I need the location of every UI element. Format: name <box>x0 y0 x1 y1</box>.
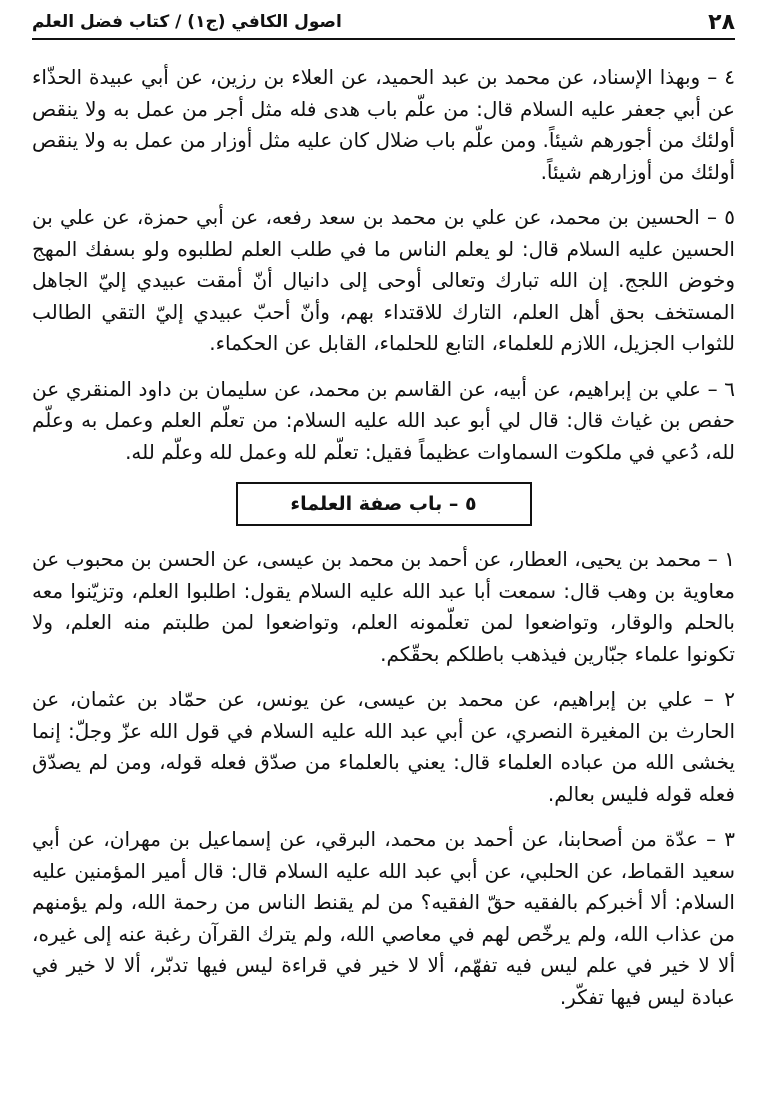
hadith-paragraph: ١ – محمد بن يحيى، العطار، عن أحمد بن محمد بن عيسى، عن الحسن بن محبوب عن معاوية بن وهب قال: سمعت أبا عبد الله عليه السلام يقول: اطلبوا العلم، وتزيّنوا معه بالحلم والوقار، وتواضعوا لمن تعلّمونه العلم، وتواضعوا لمن طلبتم منه العلم، ولا تكونوا علماء جبّارين فيذهب باطلكم بحقّكم. <box>32 547 735 666</box>
page-header <box>32 0 735 40</box>
page-number: ٢٨ <box>708 9 735 35</box>
page-content <box>32 62 735 1013</box>
section-title: ٥ – باب صفة العلماء <box>290 493 477 515</box>
hadith-paragraph: ٤ – وبهذا الإسناد، عن محمد بن عبد الحميد، عن العلاء بن رزين، عن أبي عبيدة الحذّاء عن أبي جعفر عليه السلام قال: من علّم باب هدى فله مثل أجر من عمل به ولا ينقص أولئك من أجورهم شيئاً. ومن علّم باب ضلال كان عليه مثل أوزار من عمل به ولا ينقص أولئك من أوزارهم شيئاً. <box>32 65 735 184</box>
hadith-paragraph: ٢ – علي بن إبراهيم، عن محمد بن عيسى، عن يونس، عن حمّاد بن عثمان، عن الحارث بن المغيرة النصري، عن أبي عبد الله عليه السلام في قول الله عزّ وجلّ: إنما يخشى الله من عباده العلماء قال: يعني بالعلماء من صدّق فعله قوله، ومن لم يصدّق فعله قوله فليس بعالم. <box>32 687 735 806</box>
running-title: اصول الكافي (ج١) / كتاب فضل العلم <box>32 12 342 32</box>
hadith-paragraph: ٦ – علي بن إبراهيم، عن أبيه، عن القاسم بن محمد، عن سليمان بن داود المنقري عن حفص بن غياث قال: قال لي أبو عبد الله عليه السلام: من تعلّم العلم وعمل به وعلّم لله، دُعي في ملكوت السماوات عظيماً فقيل: تعلّم لله وعمل لله وعلّم لله. <box>32 376 735 464</box>
hadith-paragraph: ٣ – عدّة من أصحابنا، عن أحمد بن محمد، البرقي، عن إسماعيل بن مهران، عن أبي سعيد القماط، عن الحلبي، عن أبي عبد الله عليه السلام قال: قال أمير المؤمنين عليه السلام: ألا أخبركم بالفقيه حقّ الفقيه؟ من لم يقنط الناس من رحمة الله، ولم يؤمنهم من عذاب الله، ولم يرخّص لهم في معاصي الله، ولم يترك القرآن رغبة عنه إلى غيره، ألا لا خير في علم ليس فيه تفهّم، ألا لا خير في قراءة ليس فيها تدبّر، ألا لا خير في عبادة ليس فيها تفكّر. <box>32 827 735 1009</box>
hadith-paragraph: ٥ – الحسين بن محمد، عن علي بن محمد بن سعد رفعه، عن أبي حمزة، عن علي بن الحسين عليه السلام قال: لو يعلم الناس ما في طلب العلم لطلبوه ولو بسفك المهج وخوض اللجج. إن الله تبارك وتعالى أوحى إلى دانيال أنّ أمقت عبيدي إليّ الجاهل المستخف بحق أهل العلم، التارك للاقتداء بهم، وأنّ أحبّ عبيدي إليّ التقي الطالب للثواب الجزيل، اللازم للعلماء، التابع للحلماء، القابل عن الحكماء. <box>32 205 735 355</box>
section-heading <box>236 482 532 526</box>
